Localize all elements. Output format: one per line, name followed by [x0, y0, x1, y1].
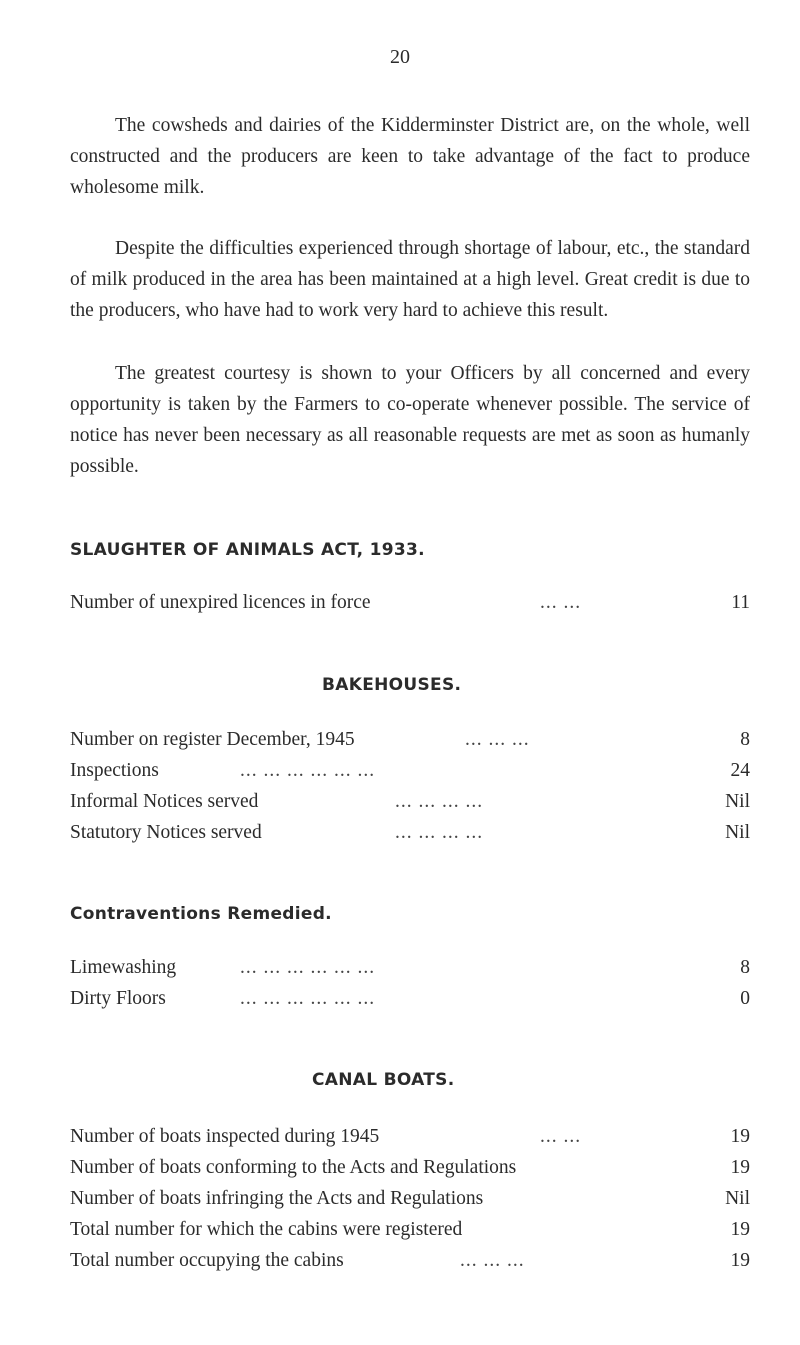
row-value: Nil: [725, 1188, 750, 1209]
bakehouses-row-informal: [70, 787, 750, 817]
row-value: 8: [740, 729, 750, 750]
paragraph-courtesy-text: The greatest courtesy is shown to your Officers by all concerned and every opportunity is taken by the Farmers to co-operate whenever possible. The service of notice has never been necessary as all reasonable requests are met as soon as humanly possible.: [70, 363, 750, 477]
row-label: Number of unexpired licences in force: [70, 592, 371, 613]
paragraph-cowsheds: [70, 110, 750, 203]
row-label: Number of boats inspected during 1945: [70, 1126, 380, 1147]
row-label: Number of boats conforming to the Acts and Regulations: [70, 1157, 517, 1178]
canal-row-occupying: [70, 1246, 750, 1276]
row-leader-dots: ... ... ... ... ... ...: [240, 988, 376, 1009]
bakehouses-heading: BAKEHOUSES.: [322, 675, 462, 695]
row-label: Limewashing: [70, 957, 177, 978]
row-value: 19: [730, 1219, 750, 1240]
paragraph-milk-standard-text: Despite the difficulties experienced through shortage of labour, etc., the standard of milk produced in the area has been maintained at a high level. Great credit is due to the producers, who have had to work very hard to achieve this result.: [70, 238, 750, 321]
row-value: Nil: [725, 791, 750, 812]
row-label: Dirty Floors: [70, 988, 166, 1009]
paragraph-cowsheds-text: The cowsheds and dairies of the Kidderminster District are, on the whole, well constructed and the producers are keen to take advantage of the fact to produce wholesome milk.: [70, 115, 750, 198]
row-leader-dots: ... ...: [540, 592, 582, 613]
row-label: Inspections: [70, 760, 159, 781]
row-value: 11: [731, 592, 750, 613]
row-label: Statutory Notices served: [70, 822, 262, 843]
row-leader-dots: ... ... ... ...: [395, 791, 484, 812]
canal-row-conforming: [70, 1153, 750, 1183]
row-leader-dots: ... ...: [540, 1126, 582, 1147]
slaughter-row-licences: [70, 588, 750, 618]
row-leader-dots: ... ... ... ... ... ...: [240, 957, 376, 978]
bakehouses-row-register: [70, 725, 750, 755]
row-leader-dots: ... ... ...: [460, 1250, 525, 1271]
row-value: 19: [730, 1157, 750, 1178]
row-value: 24: [730, 760, 750, 781]
canal-row-inspected: [70, 1122, 750, 1152]
row-leader-dots: ... ... ... ... ... ...: [240, 760, 376, 781]
canal-row-infringing: [70, 1184, 750, 1214]
page-number: 20: [390, 46, 410, 68]
row-label: Number on register December, 1945: [70, 729, 355, 750]
bakehouses-row-statutory: [70, 818, 750, 848]
row-value: Nil: [725, 822, 750, 843]
canal-boats-heading: CANAL BOATS.: [312, 1070, 455, 1090]
row-label: Number of boats infringing the Acts and Regulations: [70, 1188, 484, 1209]
row-value: 19: [730, 1126, 750, 1147]
canal-row-registered: [70, 1215, 750, 1245]
contraventions-row-dirty-floors: [70, 984, 750, 1014]
row-value: 8: [740, 957, 750, 978]
paragraph-milk-standard: [70, 233, 750, 326]
contraventions-row-limewashing: [70, 953, 750, 983]
row-value: 0: [740, 988, 750, 1009]
row-leader-dots: ... ... ...: [465, 729, 530, 750]
row-leader-dots: ... ... ... ...: [395, 822, 484, 843]
contraventions-heading: Contraventions Remedied.: [70, 904, 332, 924]
row-label: Total number for which the cabins were registered: [70, 1219, 463, 1240]
paragraph-courtesy: [70, 358, 750, 482]
slaughter-heading: SLAUGHTER OF ANIMALS ACT, 1933.: [70, 540, 425, 560]
row-label: Total number occupying the cabins: [70, 1250, 344, 1271]
bakehouses-row-inspections: [70, 756, 750, 786]
row-label: Informal Notices served: [70, 791, 259, 812]
row-value: 19: [730, 1250, 750, 1271]
